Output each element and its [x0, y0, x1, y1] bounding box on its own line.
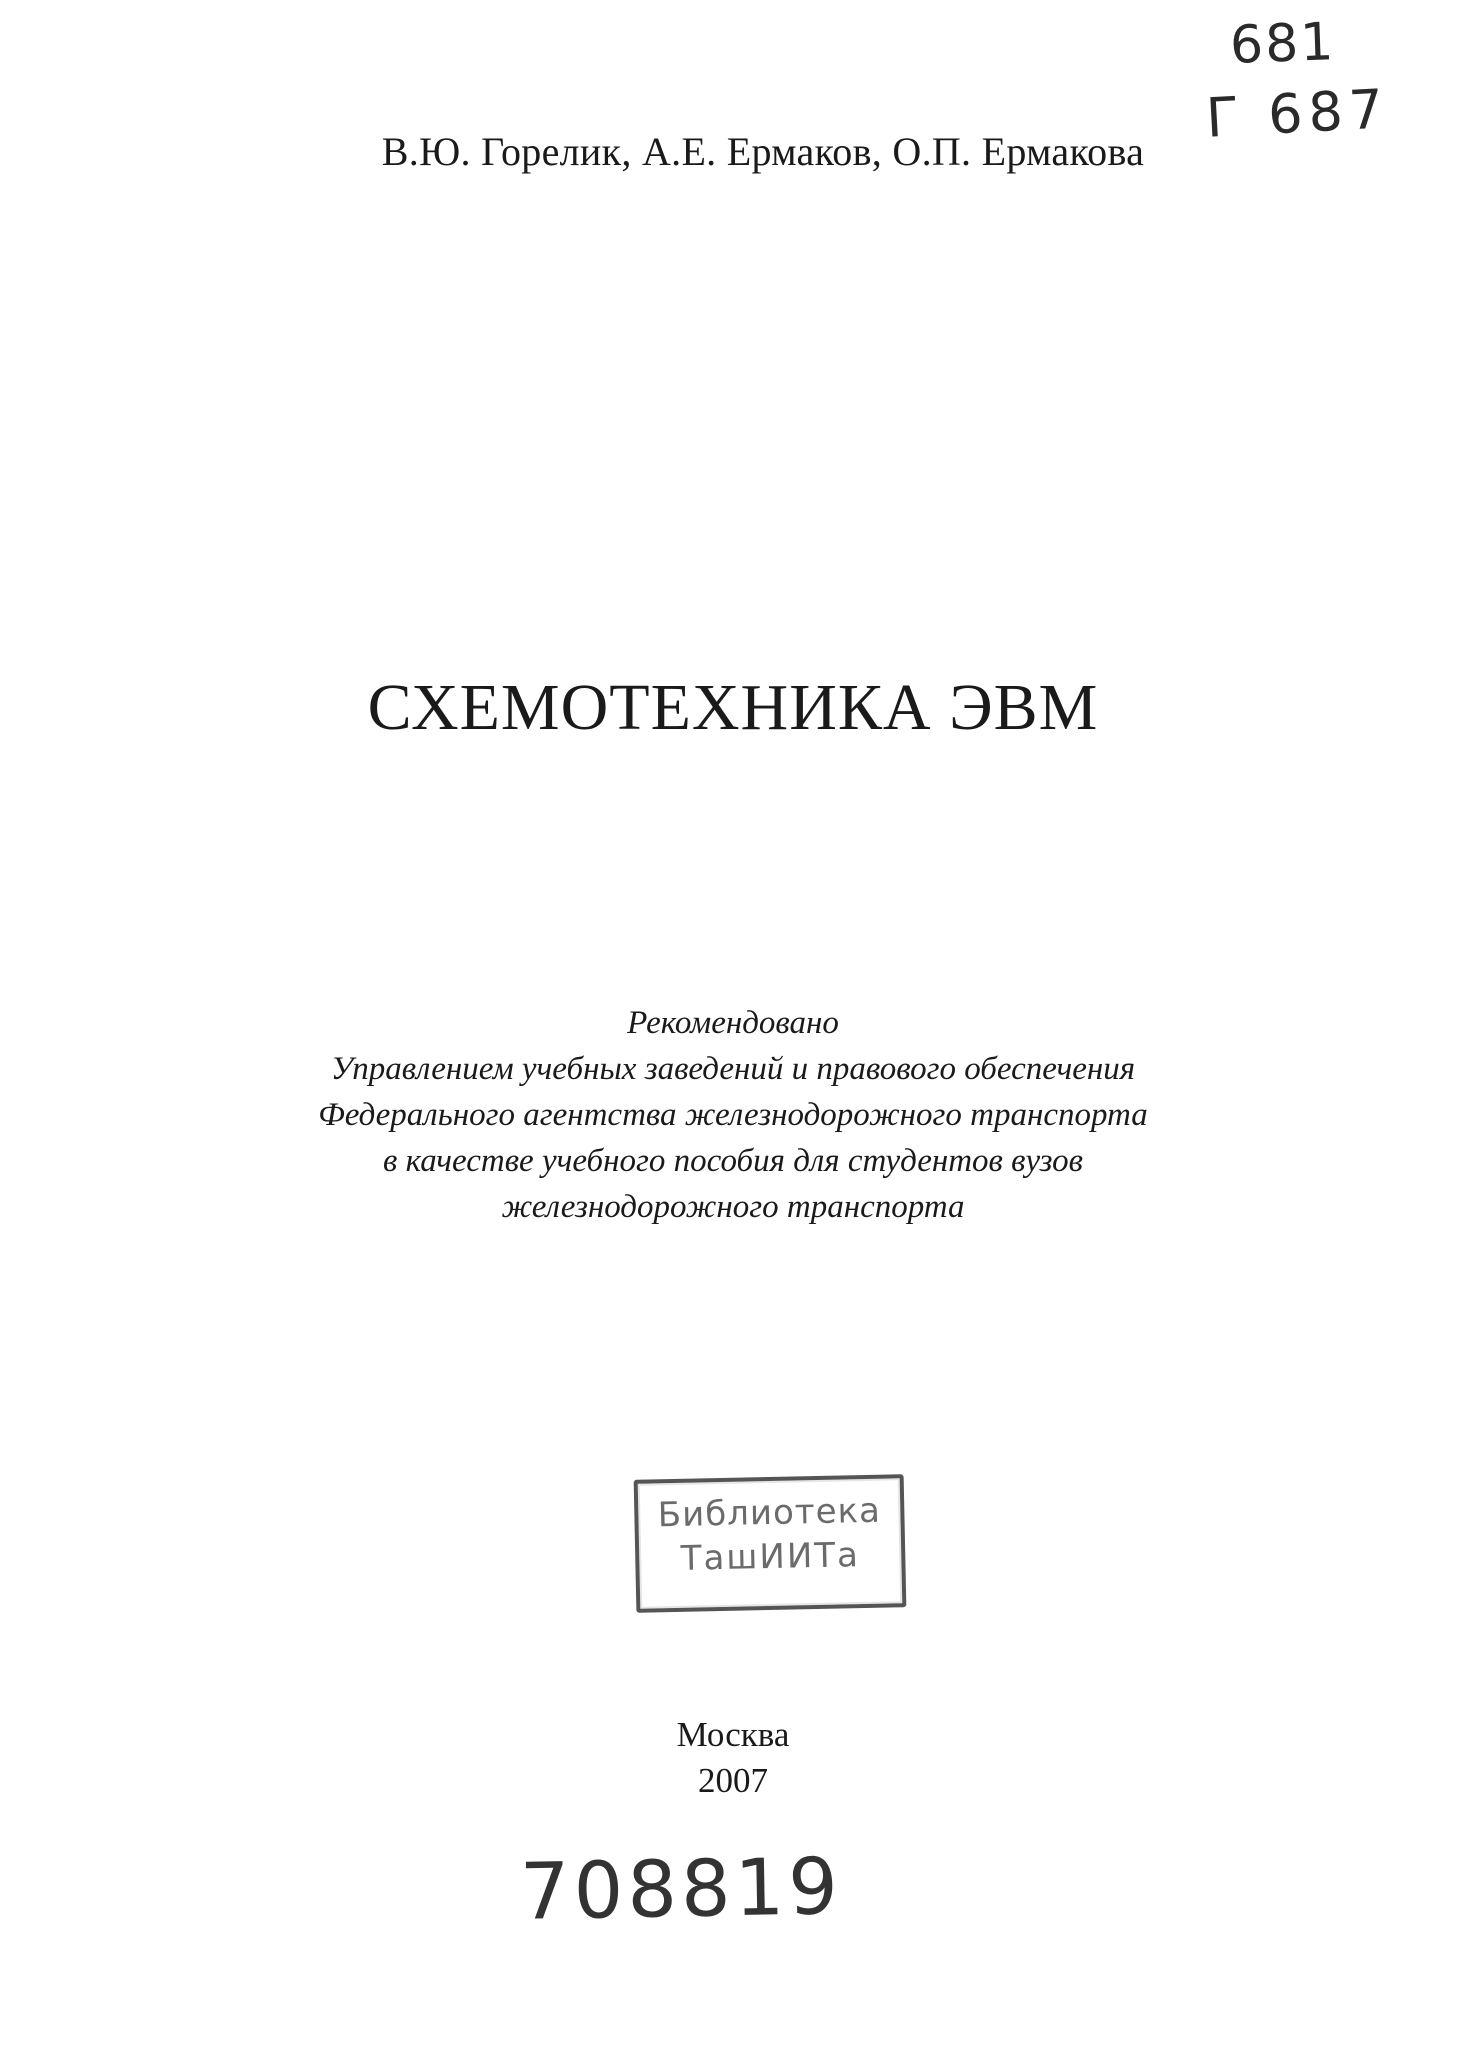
stamp-line-library: Библиотека	[657, 1490, 882, 1536]
book-title: СХЕМОТЕХНИКА ЭВМ	[367, 671, 1099, 744]
recommendation-line: Управлением учебных заведений и правового обеспечения	[330, 1051, 1136, 1087]
authors: В.Ю. Горелик, А.Е. Ермаков, О.П. Ермакова	[381, 129, 1145, 174]
recommendation-line: Рекомендовано	[627, 1005, 839, 1041]
recommendation-line: железнодорожного транспорта	[501, 1189, 965, 1225]
handwritten-classification: 681	[1228, 12, 1337, 76]
handwritten-inventory-number: 708819	[519, 1842, 843, 1938]
library-stamp	[634, 1474, 907, 1613]
recommendation-line: Федерального агентства железнодорожного транспорта	[318, 1097, 1148, 1133]
handwritten-call-number: Г 687	[1204, 77, 1391, 150]
imprint-year: 2007	[698, 1761, 768, 1800]
imprint-city: Москва	[676, 1715, 790, 1754]
recommendation-block	[0, 1000, 1466, 1230]
recommendation-line: в качестве учебного пособия для студентов вузов	[383, 1143, 1083, 1179]
stamp-line-institute: ТашИИТа	[680, 1535, 861, 1579]
imprint	[0, 1712, 1466, 1804]
